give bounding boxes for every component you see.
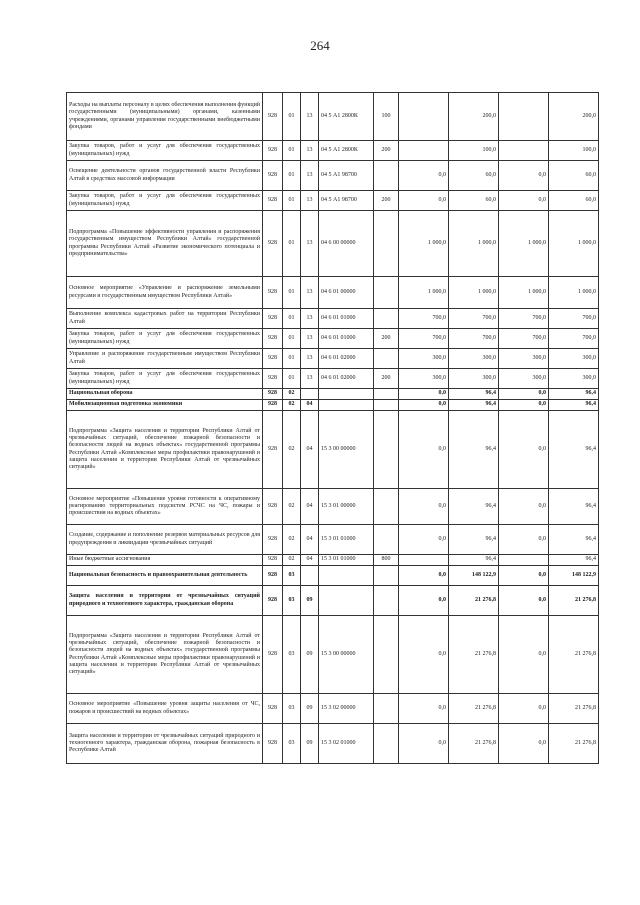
amount-col-2: 96,4 bbox=[449, 411, 499, 489]
target-article: 04 6 01 02000 bbox=[319, 349, 374, 369]
row-name: Защита населения и территории от чрезвычайных ситуаций природного и техногенного характера, гражданская оборона, пожарная безопасность в Республике Алтай bbox=[67, 724, 263, 764]
table-row bbox=[67, 277, 599, 309]
section-code: 03 bbox=[283, 616, 301, 694]
section-code: 02 bbox=[283, 555, 301, 566]
grbs-code: 928 bbox=[263, 525, 283, 555]
expense-type bbox=[374, 400, 399, 411]
row-name: Закупка товаров, работ и услуг для обеспечения государственных (муниципальных) нужд bbox=[67, 191, 263, 211]
amount-col-1 bbox=[399, 93, 449, 141]
amount-col-1: 0,0 bbox=[399, 161, 449, 191]
amount-col-2: 300,0 bbox=[449, 349, 499, 369]
subsection-code: 13 bbox=[301, 369, 319, 389]
row-name: Защита населения и территории от чрезвычайных ситуаций природного и техногенного характера, гражданская оборона bbox=[67, 586, 263, 616]
target-article: 04 6 00 00000 bbox=[319, 211, 374, 277]
section-code: 03 bbox=[283, 694, 301, 724]
row-name: Создание, содержание и пополнение резервов материальных ресурсов для предупреждения и ликвидации чрезвычайных ситуаций bbox=[67, 525, 263, 555]
row-name: Управление и распоряжение государственным имуществом Республики Алтай bbox=[67, 349, 263, 369]
expense-type: 200 bbox=[374, 141, 399, 161]
target-article: 04 5 А1 2800К bbox=[319, 93, 374, 141]
target-article: 15 3 01 00000 bbox=[319, 489, 374, 525]
amount-col-2: 21 276,8 bbox=[449, 724, 499, 764]
subsection-code: 13 bbox=[301, 329, 319, 349]
subsection-code: 09 bbox=[301, 616, 319, 694]
amount-col-1: 0,0 bbox=[399, 400, 449, 411]
amount-col-3: 300,0 bbox=[499, 349, 549, 369]
table-row bbox=[67, 616, 599, 694]
amount-col-3 bbox=[499, 141, 549, 161]
amount-col-3: 0,0 bbox=[499, 489, 549, 525]
row-name: Основное мероприятие «Повышение уровня защиты населения от ЧС, пожаров и происшествий на водных объектах» bbox=[67, 694, 263, 724]
amount-col-4: 96,4 bbox=[549, 525, 599, 555]
grbs-code: 928 bbox=[263, 616, 283, 694]
amount-col-2: 96,4 bbox=[449, 555, 499, 566]
section-code: 01 bbox=[283, 161, 301, 191]
target-article: 15 3 01 01000 bbox=[319, 555, 374, 566]
amount-col-4: 1 000,0 bbox=[549, 277, 599, 309]
row-name: Расходы на выплаты персоналу в целях обеспечения выполнения функций государственными (муниципальными) органами, казенными учреждениями, органами управления государственными внебюджетными фондами bbox=[67, 93, 263, 141]
amount-col-4: 96,4 bbox=[549, 411, 599, 489]
subsection-code: 04 bbox=[301, 489, 319, 525]
row-name: Подпрограмма «Защита населения и территории Республики Алтай от чрезвычайных ситуаций, обеспечение пожарной безопасности и безопасности людей на водных объектах» государственной программы Республики Алтай «Комплексные меры профилактики правонарушений и защита населения и территории Республики Алтай от чрезвычайных ситуаций» bbox=[67, 411, 263, 489]
subsection-code: 04 bbox=[301, 555, 319, 566]
expense-type bbox=[374, 586, 399, 616]
amount-col-1 bbox=[399, 555, 449, 566]
row-name: Основное мероприятие «Управление и распоряжение земельными ресурсами и государственным имуществом Республики Алтай» bbox=[67, 277, 263, 309]
table-row bbox=[67, 369, 599, 389]
amount-col-2: 300,0 bbox=[449, 369, 499, 389]
section-code: 01 bbox=[283, 277, 301, 309]
amount-col-1: 0,0 bbox=[399, 489, 449, 525]
grbs-code: 928 bbox=[263, 141, 283, 161]
expense-type bbox=[374, 616, 399, 694]
grbs-code: 928 bbox=[263, 586, 283, 616]
section-code: 01 bbox=[283, 309, 301, 329]
amount-col-2: 96,4 bbox=[449, 525, 499, 555]
section-code: 01 bbox=[283, 211, 301, 277]
table-row bbox=[67, 586, 599, 616]
amount-col-3: 300,0 bbox=[499, 369, 549, 389]
amount-col-2: 60,0 bbox=[449, 191, 499, 211]
expense-type bbox=[374, 309, 399, 329]
budget-table bbox=[66, 92, 599, 764]
subsection-code: 04 bbox=[301, 411, 319, 489]
amount-col-3: 0,0 bbox=[499, 389, 549, 400]
target-article bbox=[319, 566, 374, 586]
target-article: 04 6 01 01000 bbox=[319, 309, 374, 329]
amount-col-2: 1 000,0 bbox=[449, 211, 499, 277]
amount-col-3: 1 000,0 bbox=[499, 277, 549, 309]
target-article: 04 6 01 02000 bbox=[319, 369, 374, 389]
section-code: 01 bbox=[283, 329, 301, 349]
target-article: 15 3 01 01000 bbox=[319, 525, 374, 555]
amount-col-2: 700,0 bbox=[449, 329, 499, 349]
target-article: 04 6 01 00000 bbox=[319, 277, 374, 309]
grbs-code: 928 bbox=[263, 411, 283, 489]
amount-col-4: 300,0 bbox=[549, 369, 599, 389]
target-article: 15 3 02 01000 bbox=[319, 724, 374, 764]
amount-col-2: 96,4 bbox=[449, 489, 499, 525]
amount-col-2: 148 122,9 bbox=[449, 566, 499, 586]
table-row bbox=[67, 525, 599, 555]
amount-col-1: 0,0 bbox=[399, 616, 449, 694]
amount-col-1: 0,0 bbox=[399, 411, 449, 489]
grbs-code: 928 bbox=[263, 489, 283, 525]
grbs-code: 928 bbox=[263, 309, 283, 329]
amount-col-3: 0,0 bbox=[499, 724, 549, 764]
amount-col-2: 1 000,0 bbox=[449, 277, 499, 309]
amount-col-2: 96,4 bbox=[449, 400, 499, 411]
amount-col-2: 21 276,8 bbox=[449, 586, 499, 616]
amount-col-3: 0,0 bbox=[499, 566, 549, 586]
grbs-code: 928 bbox=[263, 555, 283, 566]
expense-type bbox=[374, 694, 399, 724]
table-row bbox=[67, 724, 599, 764]
target-article: 04 5 А1 2800К bbox=[319, 141, 374, 161]
amount-col-4: 60,0 bbox=[549, 191, 599, 211]
expense-type: 200 bbox=[374, 329, 399, 349]
amount-col-3: 0,0 bbox=[499, 616, 549, 694]
expense-type bbox=[374, 489, 399, 525]
section-code: 02 bbox=[283, 389, 301, 400]
amount-col-1: 300,0 bbox=[399, 369, 449, 389]
target-article: 15 3 00 00000 bbox=[319, 411, 374, 489]
amount-col-2: 60,0 bbox=[449, 161, 499, 191]
expense-type bbox=[374, 411, 399, 489]
section-code: 01 bbox=[283, 93, 301, 141]
amount-col-3: 0,0 bbox=[499, 525, 549, 555]
amount-col-2: 96,4 bbox=[449, 389, 499, 400]
table-row bbox=[67, 211, 599, 277]
expense-type bbox=[374, 349, 399, 369]
amount-col-3 bbox=[499, 555, 549, 566]
amount-col-4: 100,0 bbox=[549, 141, 599, 161]
amount-col-4: 21 276,8 bbox=[549, 724, 599, 764]
expense-type: 200 bbox=[374, 191, 399, 211]
amount-col-1: 700,0 bbox=[399, 329, 449, 349]
subsection-code: 09 bbox=[301, 694, 319, 724]
section-code: 03 bbox=[283, 566, 301, 586]
row-name: Закупка товаров, работ и услуг для обеспечения государственных (муниципальных) нужд bbox=[67, 329, 263, 349]
target-article bbox=[319, 400, 374, 411]
amount-col-4: 148 122,9 bbox=[549, 566, 599, 586]
amount-col-2: 21 276,8 bbox=[449, 694, 499, 724]
grbs-code: 928 bbox=[263, 694, 283, 724]
amount-col-3: 0,0 bbox=[499, 586, 549, 616]
amount-col-4: 96,4 bbox=[549, 400, 599, 411]
amount-col-2: 200,0 bbox=[449, 93, 499, 141]
amount-col-4: 96,4 bbox=[549, 489, 599, 525]
target-article: 04 6 01 01000 bbox=[319, 329, 374, 349]
amount-col-2: 100,0 bbox=[449, 141, 499, 161]
amount-col-2: 700,0 bbox=[449, 309, 499, 329]
row-name: Мобилизационная подготовка экономики bbox=[67, 400, 263, 411]
amount-col-1: 300,0 bbox=[399, 349, 449, 369]
amount-col-1: 1 000,0 bbox=[399, 277, 449, 309]
grbs-code: 928 bbox=[263, 400, 283, 411]
amount-col-1: 0,0 bbox=[399, 694, 449, 724]
amount-col-3: 0,0 bbox=[499, 400, 549, 411]
expense-type: 200 bbox=[374, 369, 399, 389]
amount-col-1: 0,0 bbox=[399, 525, 449, 555]
target-article: 15 3 00 00000 bbox=[319, 616, 374, 694]
table-row bbox=[67, 191, 599, 211]
expense-type: 100 bbox=[374, 93, 399, 141]
amount-col-4: 96,4 bbox=[549, 389, 599, 400]
table-row bbox=[67, 694, 599, 724]
grbs-code: 928 bbox=[263, 349, 283, 369]
subsection-code bbox=[301, 389, 319, 400]
amount-col-3: 0,0 bbox=[499, 694, 549, 724]
row-name: Национальная безопасность и правоохранительная деятельность bbox=[67, 566, 263, 586]
amount-col-4: 21 276,8 bbox=[549, 694, 599, 724]
amount-col-4: 1 000,0 bbox=[549, 211, 599, 277]
subsection-code: 09 bbox=[301, 724, 319, 764]
amount-col-3: 700,0 bbox=[499, 329, 549, 349]
amount-col-4: 21 276,8 bbox=[549, 586, 599, 616]
expense-type bbox=[374, 389, 399, 400]
row-name: Национальная оборона bbox=[67, 389, 263, 400]
amount-col-3: 0,0 bbox=[499, 161, 549, 191]
grbs-code: 928 bbox=[263, 211, 283, 277]
table-row bbox=[67, 161, 599, 191]
subsection-code: 13 bbox=[301, 211, 319, 277]
expense-type bbox=[374, 566, 399, 586]
grbs-code: 928 bbox=[263, 724, 283, 764]
amount-col-4: 300,0 bbox=[549, 349, 599, 369]
expense-type: 800 bbox=[374, 555, 399, 566]
amount-col-4: 700,0 bbox=[549, 309, 599, 329]
subsection-code bbox=[301, 566, 319, 586]
subsection-code: 04 bbox=[301, 400, 319, 411]
section-code: 02 bbox=[283, 525, 301, 555]
amount-col-2: 21 276,8 bbox=[449, 616, 499, 694]
amount-col-1: 0,0 bbox=[399, 566, 449, 586]
section-code: 01 bbox=[283, 141, 301, 161]
grbs-code: 928 bbox=[263, 389, 283, 400]
target-article bbox=[319, 586, 374, 616]
table-row bbox=[67, 389, 599, 400]
target-article: 04 5 А1 98700 bbox=[319, 191, 374, 211]
grbs-code: 928 bbox=[263, 161, 283, 191]
subsection-code: 13 bbox=[301, 161, 319, 191]
amount-col-4: 700,0 bbox=[549, 329, 599, 349]
section-code: 01 bbox=[283, 369, 301, 389]
table-row bbox=[67, 349, 599, 369]
subsection-code: 13 bbox=[301, 309, 319, 329]
target-article: 04 5 А1 98700 bbox=[319, 161, 374, 191]
subsection-code: 13 bbox=[301, 277, 319, 309]
subsection-code: 04 bbox=[301, 525, 319, 555]
amount-col-1: 0,0 bbox=[399, 191, 449, 211]
section-code: 02 bbox=[283, 411, 301, 489]
amount-col-3: 1 000,0 bbox=[499, 211, 549, 277]
subsection-code: 13 bbox=[301, 93, 319, 141]
section-code: 02 bbox=[283, 400, 301, 411]
expense-type bbox=[374, 525, 399, 555]
grbs-code: 928 bbox=[263, 277, 283, 309]
subsection-code: 13 bbox=[301, 349, 319, 369]
amount-col-4: 21 276,8 bbox=[549, 616, 599, 694]
amount-col-1: 700,0 bbox=[399, 309, 449, 329]
amount-col-1: 1 000,0 bbox=[399, 211, 449, 277]
expense-type bbox=[374, 211, 399, 277]
amount-col-3 bbox=[499, 93, 549, 141]
amount-col-3: 700,0 bbox=[499, 309, 549, 329]
section-code: 03 bbox=[283, 586, 301, 616]
section-code: 01 bbox=[283, 191, 301, 211]
table-row bbox=[67, 329, 599, 349]
target-article: 15 3 02 00000 bbox=[319, 694, 374, 724]
row-name: Выполнение комплекса кадастровых работ на территории Республики Алтай bbox=[67, 309, 263, 329]
subsection-code: 13 bbox=[301, 141, 319, 161]
table-row bbox=[67, 555, 599, 566]
section-code: 02 bbox=[283, 489, 301, 525]
row-name: Подпрограмма «Защита населения и территории Республики Алтай от чрезвычайных ситуаций, обеспечение пожарной безопасности и безопасности людей на водных объектах» государственной программы Республики Алтай «Комплексные меры профилактики правонарушений и защита населения и территории Республики Алтай от чрезвычайных ситуаций» bbox=[67, 616, 263, 694]
expense-type bbox=[374, 277, 399, 309]
expense-type bbox=[374, 161, 399, 191]
section-code: 03 bbox=[283, 724, 301, 764]
grbs-code: 928 bbox=[263, 566, 283, 586]
table-row bbox=[67, 400, 599, 411]
amount-col-1: 0,0 bbox=[399, 389, 449, 400]
amount-col-4: 200,0 bbox=[549, 93, 599, 141]
amount-col-4: 60,0 bbox=[549, 161, 599, 191]
table-row bbox=[67, 141, 599, 161]
section-code: 01 bbox=[283, 349, 301, 369]
row-name: Подпрограмма «Повышение эффективности управления и распоряжения государственным имуществом Республики Алтай» государственной программы Республики Алтай «Развитие экономического потенциала и предпринимательства» bbox=[67, 211, 263, 277]
grbs-code: 928 bbox=[263, 93, 283, 141]
subsection-code: 09 bbox=[301, 586, 319, 616]
table-row bbox=[67, 411, 599, 489]
table-row bbox=[67, 93, 599, 141]
amount-col-1: 0,0 bbox=[399, 586, 449, 616]
table-row bbox=[67, 566, 599, 586]
grbs-code: 928 bbox=[263, 369, 283, 389]
subsection-code: 13 bbox=[301, 191, 319, 211]
page-number: 264 bbox=[310, 38, 330, 53]
target-article bbox=[319, 389, 374, 400]
amount-col-3: 0,0 bbox=[499, 191, 549, 211]
amount-col-1: 0,0 bbox=[399, 724, 449, 764]
row-name: Закупка товаров, работ и услуг для обеспечения государственных (муниципальных) нужд bbox=[67, 141, 263, 161]
amount-col-3: 0,0 bbox=[499, 411, 549, 489]
expense-type bbox=[374, 724, 399, 764]
amount-col-1 bbox=[399, 141, 449, 161]
row-name: Основное мероприятие «Повышение уровня готовности к оперативному реагированию территориальных подсистем РСЧС на ЧС, пожары и происшествия на водных объектах» bbox=[67, 489, 263, 525]
amount-col-4: 96,4 bbox=[549, 555, 599, 566]
grbs-code: 928 bbox=[263, 191, 283, 211]
table-row bbox=[67, 489, 599, 525]
table-row bbox=[67, 309, 599, 329]
row-name: Закупка товаров, работ и услуг для обеспечения государственных (муниципальных) нужд bbox=[67, 369, 263, 389]
grbs-code: 928 bbox=[263, 329, 283, 349]
row-name: Иные бюджетные ассигнования bbox=[67, 555, 263, 566]
row-name: Освещение деятельности органов государственной власти Республики Алтай в средствах массовой информации bbox=[67, 161, 263, 191]
